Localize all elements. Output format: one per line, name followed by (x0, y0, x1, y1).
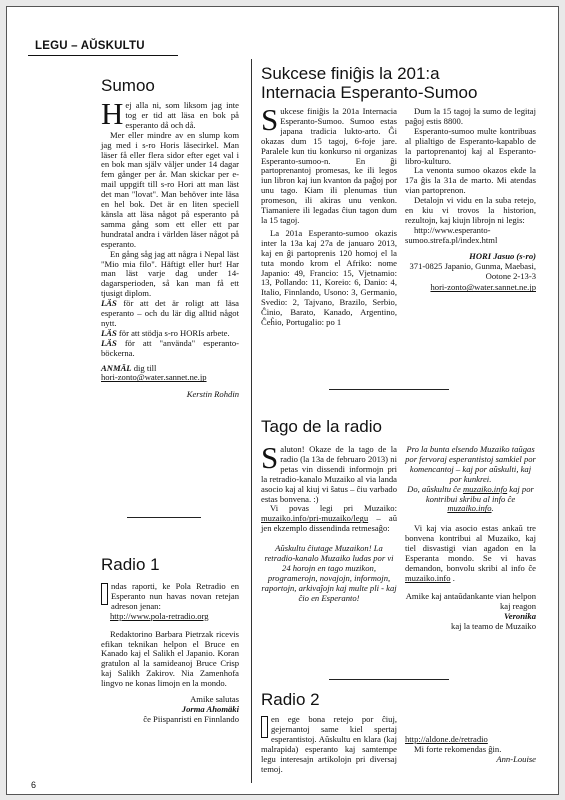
sukceso-sign-email-line (405, 283, 536, 293)
sumoo-dropcap: H (101, 96, 124, 131)
sukceso-url-line (405, 226, 536, 246)
sukceso-email-link[interactable]: hori-zonto@water.sannet.ne.jp (430, 282, 536, 293)
sumoo-signature: Kerstin Rohdin (186, 389, 239, 400)
radio2-url-link[interactable]: http://aldone.de/retradio (405, 734, 488, 744)
radio1-url-line (101, 612, 239, 622)
section-header-rule (28, 55, 178, 56)
page-number: 6 (31, 780, 37, 790)
tago-p3: Vi kaj via asocio estas ankaŭ tre bonvena kontribui al Muzaiko, kaj tiel disvastigi vian agadon en la Esperanta mondo. Se vi havas demandon, bonvolu skribi al info ĉe muzaiko.info . (405, 523, 536, 583)
radio1-article (101, 582, 239, 725)
radio2-col2 (405, 735, 536, 765)
sukceso-p1: Sukcese finiĝis la 201a Internacia Esperanto-Sumoo. Sumoo estas japana tradicia lukto-arto. Ĝi okazas dum 15 tagoj, 6-foje jare. Paralele kun tiu konkurso ni organizas Esperanto-sumoo-n. En ĝi partoprenantoj promesas, ke ili legos iun libron kaj iun kvanton da paĝoj por unu tago. Kiam ili plenumas tiun promeson, ili akiras unu venkon. Tiamaniere ili legadas ĉiun tagon dum la 15 tagoj. (261, 102, 397, 225)
sumoo-email-link[interactable]: hori-zonto@water.sannet.ne.jp (101, 372, 207, 383)
page (6, 6, 559, 795)
sumoo-register: ANMÄL dig till (101, 362, 157, 373)
sukceso-sign-name: HORI Jasuo (s-ro) (469, 250, 536, 261)
tago-p2: Vi povas legi pri Muzaiko: muzaiko.info/pri-muzaiko/legu – aŭ jen ekzemplo dissendinda retmesaĝo: (261, 503, 397, 534)
tago-title: Tago de la radio (261, 417, 382, 436)
section-header: LEGU – AŬSKULTU (35, 40, 145, 52)
sumoo-bullet-2: LÄS för att stödja s-ro HORIs arbete. (101, 327, 230, 338)
sumoo-title: Sumoo (101, 76, 155, 95)
right-divider-rule-2 (329, 679, 449, 680)
sukceso-col1 (261, 102, 397, 328)
tago-dropcap: S (261, 440, 279, 475)
sumoo-bullet-3: LÄS för att "använda" esperanto-böckerna. (101, 337, 239, 358)
sukceso-col2 (405, 107, 536, 293)
radio1-p2: Redaktorino Barbara Pietrzak ricevis efikan teknikan helpon el Bruce en Kanado kaj el Salikh el Japanio. Koran gratulon al la samideanoj Bruce Crisp kaj Salikh Zakirov. Nia Zamenhofa lingvo ne konas limojn en la mondo. (101, 628, 239, 689)
tago-italic-2: Pro la bunta elsendo Muzaiko taŭgas por fervoraj esperantistoj samkiel por komencantoj – kaj por aŭskulti, kaj por kunkrei. (405, 444, 536, 484)
sukceso-sign-addr: 371-0825 Japanio, Gunma, Maebasi, Ootone 2-13-3 (409, 260, 536, 281)
radio1-title: Radio 1 (101, 555, 160, 574)
tago-italic-1: Aŭskultu ĉiutage Muzaikon! La retradio-kanalo Muzaiko ludas por vi 24 horojn en tago muzikon, programerojn, novajojn, informojn, raportojn, arkivaĵojn kaj multe pli - kaj ĉio en Esperanto! (261, 543, 397, 603)
radio1-sign-name: Jorma Ahomäki (181, 703, 239, 714)
radio2-initial-box (261, 716, 268, 738)
sukceso-url-link[interactable]: http://www.esperanto-sumoo.strefa.pl/index.html (405, 224, 498, 245)
radio1-sign-role: ĉe Piispanristi en Finnlando (143, 713, 239, 724)
sumoo-article (101, 96, 239, 400)
sukceso-p5: La venonta sumoo okazos ekde la 17a ĝis la 31a de marto. Mi atendas vian partoprenon. (405, 165, 536, 196)
tago-sign-name: Veronika (504, 610, 536, 621)
sukceso-dropcap: S (261, 102, 279, 137)
sukceso-title: Sukcese finiĝis la 201:a Internacia Esperanto-Sumoo (261, 64, 478, 102)
radio2-p2: Mi forte rekomendas ĝin. (414, 743, 502, 754)
sukceso-p2: La 201a Esperanto-sumoo okazis inter la 13a kaj 27a de januaro 2013, kaj en ĝi partoprenis 120 homoj el la tuta mondo krom el Afriko: nome Japanio: 49, Francio: 15, Vjetnamio: 13, Pollando: 11, Koreio: 6, Danio: 4, Italio, Finnlando, Usono: 3, Germanio, Svedio: 2, Tajvano, Brazilo, Serbio, Ĉinio, Barato, Kanado, Argentino, Ĉeĥio, Portugalio: po 1 (261, 227, 397, 328)
tago-col1 (261, 440, 397, 604)
sukceso-p4: Esperanto-sumoo multe kontribuas al plialtigo de Esperanto-kapablo de la partoprenantoj kaj al Esperanto-libro-kulturo. (405, 125, 536, 166)
sukceso-p6: Detalojn vi vidu en la suba retejo, en kiu vi trovos la historion, rezultojn, kaj kiujn librojn ni legis: (405, 195, 536, 225)
tago-muzaiko-link-1[interactable]: muzaiko.info (462, 483, 508, 494)
right-divider-rule-1 (329, 389, 449, 390)
sukceso-p3: Dum la 15 tagoj la sumo de legitaj paĝoj estis 8800. (405, 106, 536, 126)
radio1-url-link[interactable]: http://www.pola-retradio.org (110, 610, 209, 621)
sumoo-p3: En gång såg jag att några i Nepal läst "Mio mia filo". Häftigt eller hur! Har man läst varje dag under 14-dagarsperioden, så kan man få ett tjusigt diplom. (101, 248, 239, 299)
sumoo-p2: Mer eller mindre av en slump kom jag med i s-ro Horis läsecirkel. Man läser få eller flera sidor efter eget val i en bok man själv väljer under 14 dagar fem gånger per år. Man skickar per e-mail uppgift till s-ro Hori att man läst det man "lovat". Man behöver inte läsa en hel bok. Det är en liten speciell känsla att läsa något på esperanto på samma gång som ett eller ett par hundratal andra i världen läser något på esperanto. (101, 129, 239, 249)
sumoo-email-line (101, 373, 239, 383)
radio1-p1: ndas raporti, ke Pola Retradio en Esperanto nun havas novan retejan adreson jenan: (101, 582, 239, 612)
radio1-closing: Amike salutas (190, 694, 239, 705)
radio2-title: Radio 2 (261, 690, 320, 709)
tago-closing: Amike kaj antaŭdankante vian helpon kaj reagon (405, 590, 536, 611)
sumoo-p1: Hej alla ni, som liksom jag inte tog er tid att läsa en bok på esperanto då och då. (101, 96, 239, 131)
radio2-signature: Ann-Louise (496, 753, 536, 764)
sumoo-bullet-1: LÄS för att det är roligt att läsa esperanto – och du lär dig alltid något nytt. (101, 298, 239, 328)
radio2-col1 (261, 715, 397, 774)
left-divider-rule (127, 517, 201, 518)
radio1-initial-box (101, 583, 108, 605)
tago-italic-3: Do, aŭskultu ĉe muzaiko.info kaj por kontribui skribu al info ĉe muzaiko.info. (407, 483, 534, 514)
tago-sign-role: kaj la teamo de Muzaiko (451, 620, 536, 631)
column-divider (251, 59, 252, 783)
tago-p1: Saluton! Okaze de la tago de la radio (la 13a de februaro 2013) ni petas vin dissendi informojn pri la retradio-kanalo Muzaiko al via landa asocio kaj al kiuj vi ŝatus – ĉiu varbado estas bonvena. :) (261, 440, 397, 504)
tago-col2 (405, 445, 536, 631)
tago-pri-link[interactable]: muzaiko.info/pri-muzaiko/legu (261, 513, 369, 524)
tago-muzaiko-link-2[interactable]: muzaiko.info (447, 503, 492, 514)
radio2-p1: en ege bona retejo por ĉiuj, gejernantoj same kiel spertaj esperantistoj. Aŭskultu en klara (kaj malrapida) esperanto kaj samtempe legu interesajn artikolojn pri diversaj temoj. (261, 714, 397, 774)
tago-muzaiko-link-3[interactable]: muzaiko.info (405, 572, 451, 583)
